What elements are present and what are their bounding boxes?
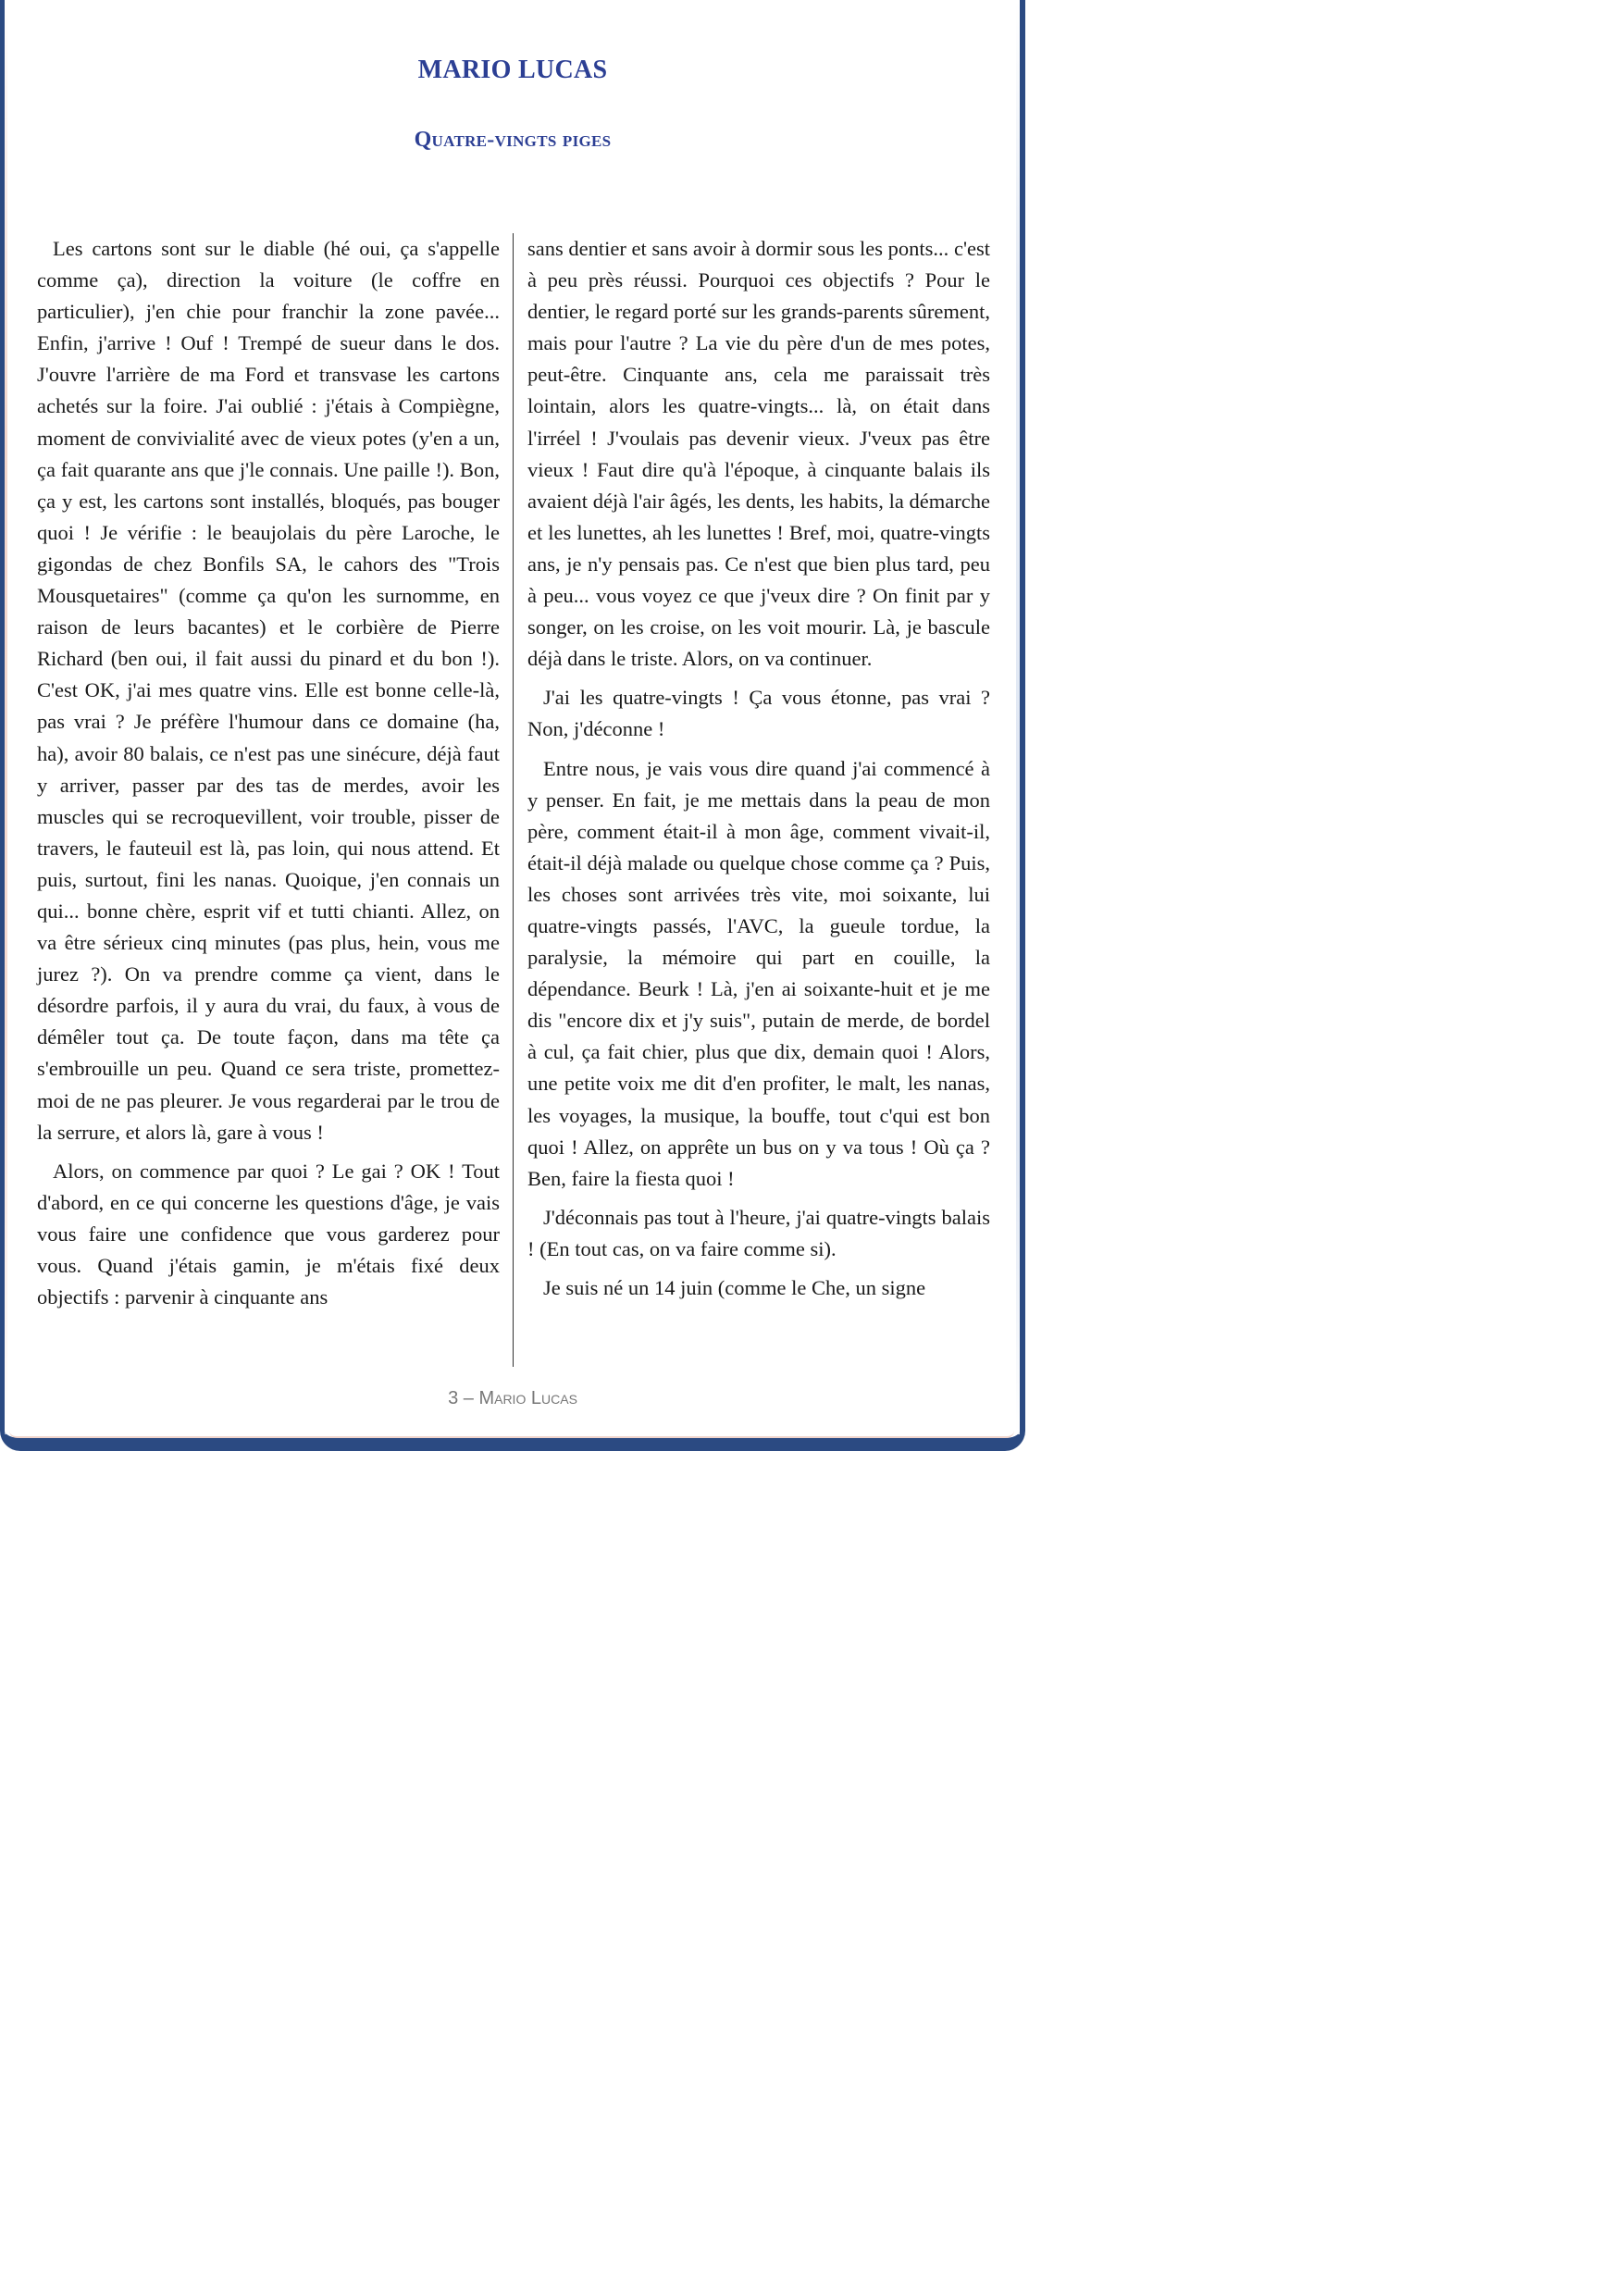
page-footer — [0, 1388, 1025, 1409]
paragraph: J'ai les quatre-vingts ! Ça vous étonne, pas vrai ? Non, j'déconne ! — [527, 686, 990, 741]
right-column — [527, 233, 990, 1311]
left-column — [37, 233, 500, 1321]
column-divider — [513, 233, 514, 1367]
paragraph: Entre nous, je vais vous dire quand j'ai commencé à y penser. En fait, je me mettais dans la peau de mon père, comment était-il à mon âge, comment vivait-il, était-il déjà malade ou quelque chose comme ça ? Puis, les choses sont arrivées très vite, moi soixante, lui quatre-vingts passés, l'AVC, la gueule tordue, la paralysie, la mémoire qui part en couille, la dépendance. Beurk ! Là, j'en ai soixante-huit et je me dis "encore dix et j'y suis", putain de merde, de bordel à cul, ça fait chier, plus que dix, demain quoi ! Alors, une petite voix me dit d'en profiter, le malt, les nanas, les voyages, la musique, la bouffe, tout c'qui est bon quoi ! Allez, on apprête un bus on y va tous ! Où ça ? Ben, faire la fiesta quoi ! — [527, 756, 990, 1190]
footer-author: Mario Lucas — [478, 1388, 577, 1408]
paragraph: Les cartons sont sur le diable (hé oui, ça s'appelle comme ça), direction la voiture (le coffre en particulier), j'en chie pour franchir la zone pavée... Enfin, j'arrive ! Ouf ! Trempé de sueur dans le dos. J'ouvre l'arrière de ma Ford et transvase les cartons achetés sur la foire. J'ai oublié : j'étais à Compiègne, moment de convivialité avec de vieux potes (y'en a un, ça fait quarante ans que j'le connais. Une paille !). Bon, ça y est, les cartons sont installés, bloqués, pas bouger quoi ! Je vérifie : le beaujolais du père Laroche, le gigondas de chez Bonfils SA, le cahors des "Trois Mousquetaires" (comme ça qu'on les surnomme, en raison de leurs bacantes) et le corbière de Pierre Richard (ben oui, il fait aussi du pinard et du bon !). C'est OK, j'ai mes quatre vins. Elle est bonne celle-là, pas vrai ? Je préfère l'humour dans ce domaine (ha, ha), avoir 80 balais, ce n'est pas une sinécure, déjà faut y arriver, passer par des tas de merdes, avoir les muscles qui se recroquevillent, voir trouble, pisser de travers, le fauteuil est là, pas loin, qui nous attend. Et puis, surtout, fini les nanas. Quoique, j'en connais un qui... bonne chère, esprit vif et tutti chianti. Allez, on va être sérieux cinq minutes (pas plus, hein, vous me jurez ?). On va prendre comme ça vient, dans le désordre parfois, il y aura du vrai, du faux, à vous de démêler tout ça. De toute façon, dans ma tête ça s'embrouille un peu. Quand ce sera triste, promettez-moi de ne pas pleurer. Je vous regarderai par le trou de la serrure, et alors là, gare à vous ! — [37, 237, 500, 1144]
page-border-accent-bottom — [9, 1431, 1014, 1438]
footer-separator: – — [463, 1388, 474, 1408]
page-border-accent-left — [5, 0, 7, 1434]
paragraph: Je suis né un 14 juin (comme le Che, un signe — [543, 1276, 926, 1299]
story-title: Quatre-vingts piges — [414, 128, 612, 152]
paragraph: J'déconnais pas tout à l'heure, j'ai quatre-vingts balais ! (En tout cas, on va faire comme si). — [527, 1205, 990, 1260]
paragraph: sans dentier et sans avoir à dormir sous les ponts... c'est à peu près réussi. Pourquoi ces objectifs ? Pour le dentier, le regard porté sur les grands-parents sûrement, mais pour l'autre ? La vie du père d'un de mes potes, peut-être. Cinquante ans, cela me paraissait très lointain, alors les quatre-vingts... là, on était dans l'irréel ! J'voulais pas devenir vieux. J'veux pas être vieux ! Faut dire qu'à l'époque, à cinquante balais ils avaient déjà l'air âgés, les dents, les habits, la démarche et les lunettes, ah les lunettes ! Bref, moi, quatre-vingts ans, je n'y pensais pas. Ce n'est que bien plus tard, peu à peu... vous voyez ce que j'veux dire ? On finit par y songer, on les croise, on les voit mourir. Là, je bascule déjà dans le triste. Alors, on va continuer. — [527, 237, 990, 671]
page-border-accent-right — [1016, 0, 1020, 1434]
paragraph: Alors, on commence par quoi ? Le gai ? OK ! Tout d'abord, en ce qui concerne les questions d'âge, je vais vous faire une confidence que vous garderez pour vous. Quand j'étais gamin, je m'étais fixé deux objectifs : parvenir à cinquante ans — [37, 1159, 500, 1309]
page-number: 3 — [448, 1388, 459, 1408]
author-name: MARIO LUCAS — [417, 56, 608, 84]
